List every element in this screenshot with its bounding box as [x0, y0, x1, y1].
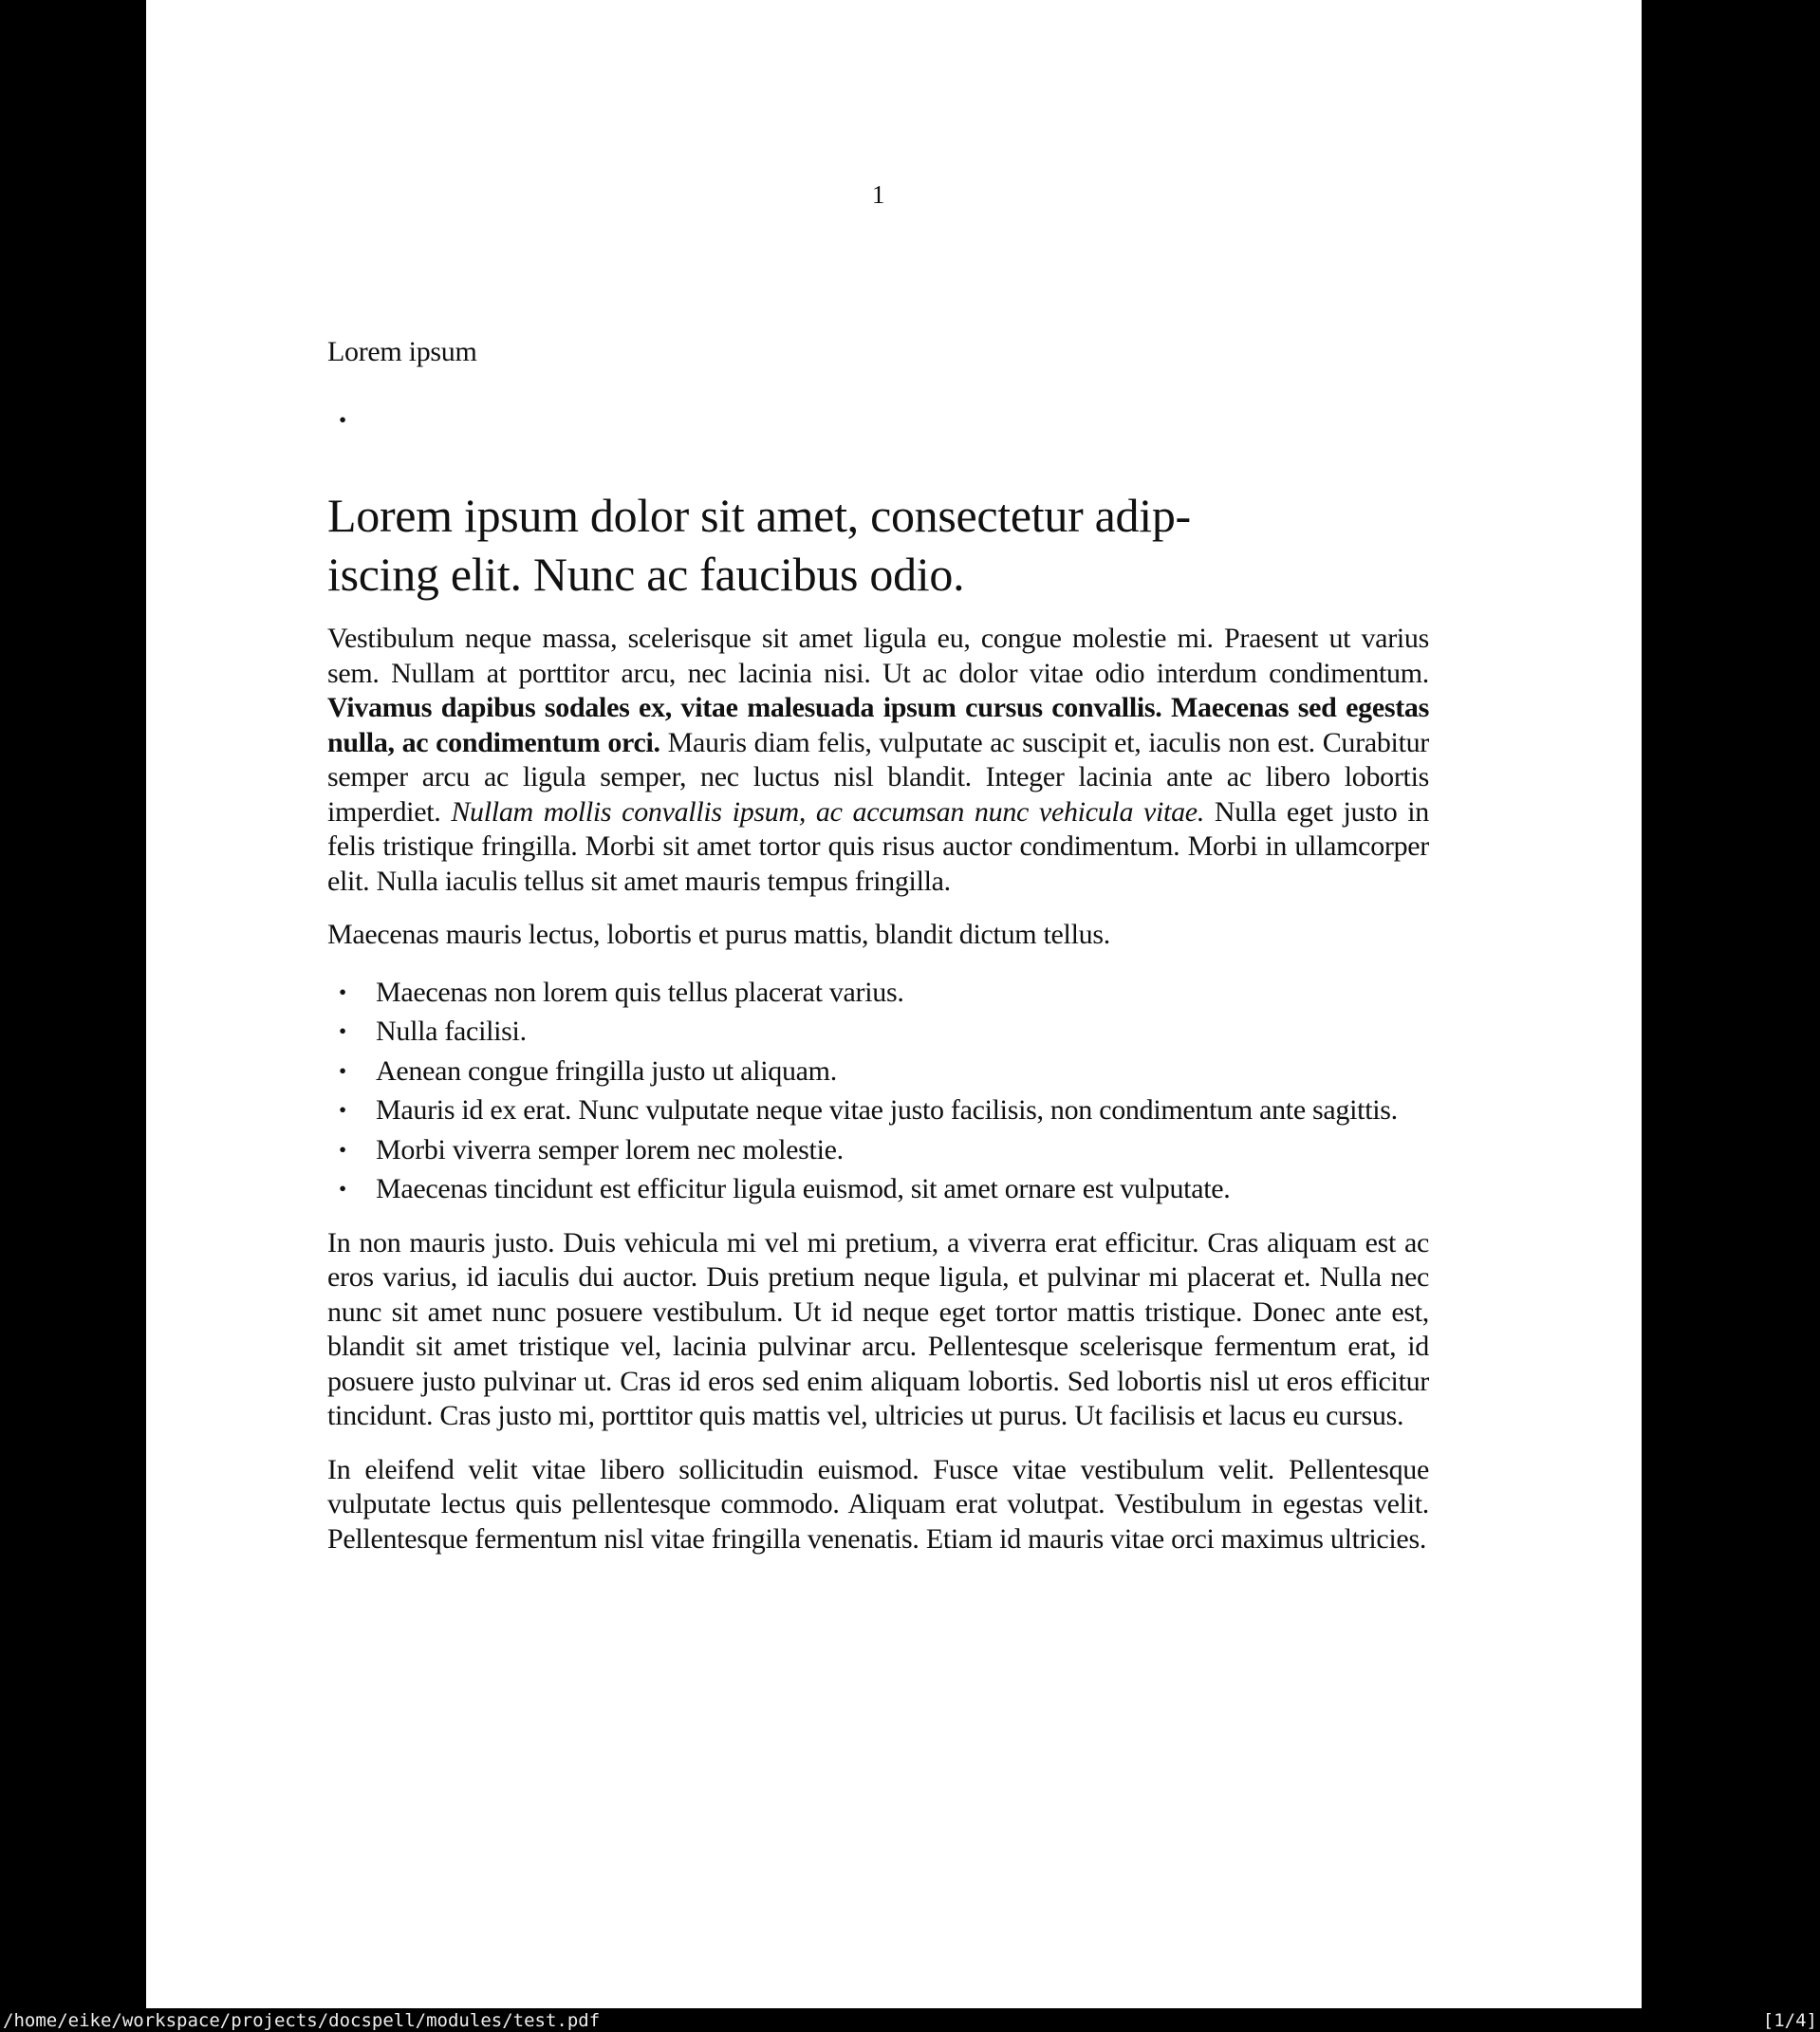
bullet-icon: • — [339, 1019, 346, 1044]
list-item — [327, 1015, 1429, 1050]
bullet-icon: • — [339, 979, 346, 1005]
list-item-text: Nulla facilisi. — [376, 1016, 527, 1047]
paragraph-segment-normal: Nulla eget justo in felis tristique fringilla. Morbi sit amet tortor quis risus auctor condimentum. Morbi in ullamcorper elit. Nulla iaculis tellus sit amet mauris tempus fringilla. — [327, 795, 1429, 897]
bullet-list — [327, 976, 1429, 1207]
paragraph-4: In eleifend velit vitae libero sollicitudin euismod. Fusce vitae vestibulum velit. Pellentesque vulputate lectus quis pellentesque commodo. Aliquam erat volutpat. Vestibulum in egestas velit. Pellentesque fermentum nisl vitae fringilla venenatis. Etiam id mauris vitae orci maximus ultricies. — [327, 1453, 1429, 1555]
bullet-icon: • — [339, 1058, 346, 1084]
page-indicator: [1/4] — [1762, 2009, 1817, 2031]
document-page[interactable] — [146, 0, 1642, 2008]
list-item-text: Maecenas non lorem quis tellus placerat varius. — [376, 976, 904, 1008]
paragraph-2: Maecenas mauris lectus, lobortis et purus mattis, blandit dictum tellus. — [327, 919, 1110, 950]
bullet-icon: • — [339, 408, 346, 433]
document-title-line-2: iscing elit. Nunc ac faucibus odio. — [327, 548, 965, 601]
paragraph-1 — [327, 622, 1429, 899]
list-item — [327, 976, 1429, 1011]
list-item-text: Maecenas tincidunt est efficitur ligula euismod, sit amet ornare est vulputate. — [376, 1173, 1231, 1204]
list-item-text: Aenean congue fringilla justo ut aliquam. — [376, 1054, 837, 1087]
bullet-icon: • — [339, 1098, 346, 1123]
list-item — [327, 1133, 1429, 1168]
empty-bullet-item — [327, 403, 1429, 438]
paragraph-segment-normal: Mauris diam felis, vulputate ac suscipit et, iaculis non est. Curabitur semper arcu ac ligula semper, nec luctus nisl blandit. Integer lacinia ante ac libero lobortis imperdiet. — [327, 726, 1429, 828]
bullet-icon: • — [339, 1137, 346, 1163]
document-title-line-1: Lorem ipsum dolor sit amet, consectetur adip- — [327, 489, 1191, 542]
list-item — [327, 1172, 1429, 1207]
intro-text: Lorem ipsum — [327, 336, 477, 367]
paragraph-segment-bold: Vivamus dapibus sodales ex, vitae malesuada ipsum cursus convallis. Maecenas sed egestas nulla, ac condimentum orci. — [327, 692, 1429, 758]
bullet-icon: • — [339, 1177, 346, 1202]
paragraph-segment-italic: Nullam mollis convallis ipsum, ac accumsan nunc vehicula vitae. — [451, 795, 1205, 828]
list-item — [327, 1093, 1429, 1128]
list-item-text: Mauris id ex erat. Nunc vulputate neque vitae justo facilisis, non condimentum ante sagittis. — [376, 1094, 1398, 1126]
paragraph-3: In non mauris justo. Duis vehicula mi vel mi pretium, a viverra erat efficitur. Cras aliquam est ac eros varius, id iaculis dui auctor. Duis pretium neque ligula, et pulvinar mi placerat et. Nulla nec nunc sit amet nunc posuere vestibulum. Ut id neque eget tortor mattis tristique. Donec ante est, blandit sit amet tristique vel, lacinia pulvinar arcu. Pellentesque scelerisque fermentum erat, id posuere justo pulvinar ut. Cras id eros sed enim aliquam lobortis. Sed lobortis nisl ut eros efficitur tincidunt. Cras justo mi, porttitor quis mattis vel, ultricies ut purus. Ut facilisis et lacus eu cursus. — [327, 1226, 1429, 1431]
file-path: /home/eike/workspace/projects/docspell/modules/test.pdf — [3, 2009, 601, 2031]
paragraph-segment-normal: Vestibulum neque massa, scelerisque sit amet ligula eu, congue molestie mi. Praesent ut varius sem. Nullam at porttitor arcu, nec lacinia nisi. Ut ac dolor vitae odio interdum condimentum. — [327, 623, 1429, 689]
list-item-text: Morbi viverra semper lorem nec molestie. — [376, 1133, 844, 1165]
status-bar — [0, 2008, 1820, 2032]
page-number: 1 — [871, 180, 885, 209]
document-title — [327, 486, 1429, 604]
list-item — [327, 1054, 1429, 1090]
